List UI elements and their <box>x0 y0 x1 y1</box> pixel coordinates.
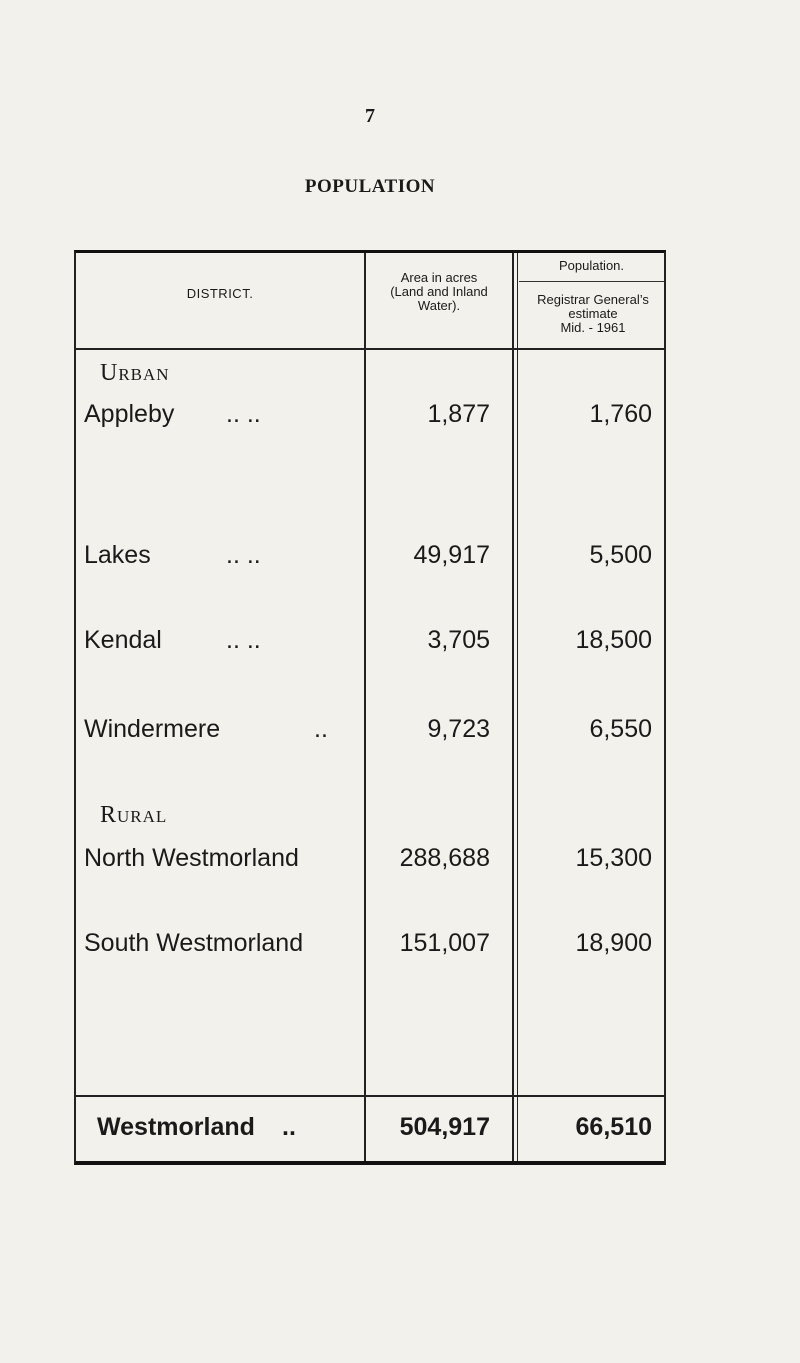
section-label-rural: Rural <box>100 802 168 828</box>
column-divider <box>364 253 366 1161</box>
population-table <box>74 250 666 1165</box>
district-label: Appleby <box>84 400 175 428</box>
district-name <box>84 626 261 655</box>
column-divider <box>512 253 514 1161</box>
header-area-line: Water). <box>417 298 461 313</box>
column-divider <box>517 253 518 1161</box>
header-estimate-line: Registrar General’s <box>537 292 649 307</box>
district-name <box>84 844 299 873</box>
header-population: Population. <box>558 258 625 273</box>
header-estimate <box>519 293 667 335</box>
page-number: 7 <box>365 105 375 127</box>
total-district-name <box>97 1113 296 1142</box>
district-label: Kendal <box>84 626 162 654</box>
population-value: 5,500 <box>589 541 652 569</box>
page-title: POPULATION <box>304 176 436 197</box>
header-district: DISTRICT. <box>186 286 254 301</box>
population-value: 1,760 <box>589 400 652 428</box>
leader-dots: .. <box>282 1113 296 1141</box>
header-estimate-line: Mid. - 1961 <box>560 320 626 335</box>
area-value: 9,723 <box>427 715 490 743</box>
population-value: 18,900 <box>575 929 652 957</box>
total-separator <box>76 1095 664 1097</box>
district-name <box>84 715 328 744</box>
population-value: 18,500 <box>575 626 652 654</box>
area-value: 151,007 <box>399 929 490 957</box>
leader-dots: .. .. <box>226 626 261 654</box>
district-name <box>84 541 261 570</box>
header-area-line: (Land and Inland <box>390 284 488 299</box>
district-label: South Westmorland <box>84 929 304 957</box>
total-area-value: 504,917 <box>399 1113 490 1141</box>
header-sub-separator <box>519 281 664 282</box>
area-value: 49,917 <box>413 541 490 569</box>
population-value: 6,550 <box>589 715 652 743</box>
area-value: 288,688 <box>399 844 490 872</box>
header-area <box>366 271 512 313</box>
total-population-value: 66,510 <box>575 1113 652 1141</box>
section-label-urban: Urban <box>100 360 170 386</box>
district-label: Windermere <box>84 715 221 743</box>
area-value: 3,705 <box>427 626 490 654</box>
district-label: Lakes <box>84 541 151 569</box>
leader-dots: .. .. <box>226 541 261 569</box>
population-value: 15,300 <box>575 844 652 872</box>
area-value: 1,877 <box>427 400 490 428</box>
district-label: North Westmorland <box>84 844 299 872</box>
header-estimate-line: estimate <box>568 306 618 321</box>
leader-dots: .. .. <box>226 400 261 428</box>
leader-dots: .. <box>314 715 328 743</box>
header-area-line: Area in acres <box>400 270 478 285</box>
district-name <box>84 400 261 429</box>
header-separator <box>76 348 664 350</box>
district-name <box>84 929 303 958</box>
district-label: Westmorland <box>97 1113 255 1141</box>
